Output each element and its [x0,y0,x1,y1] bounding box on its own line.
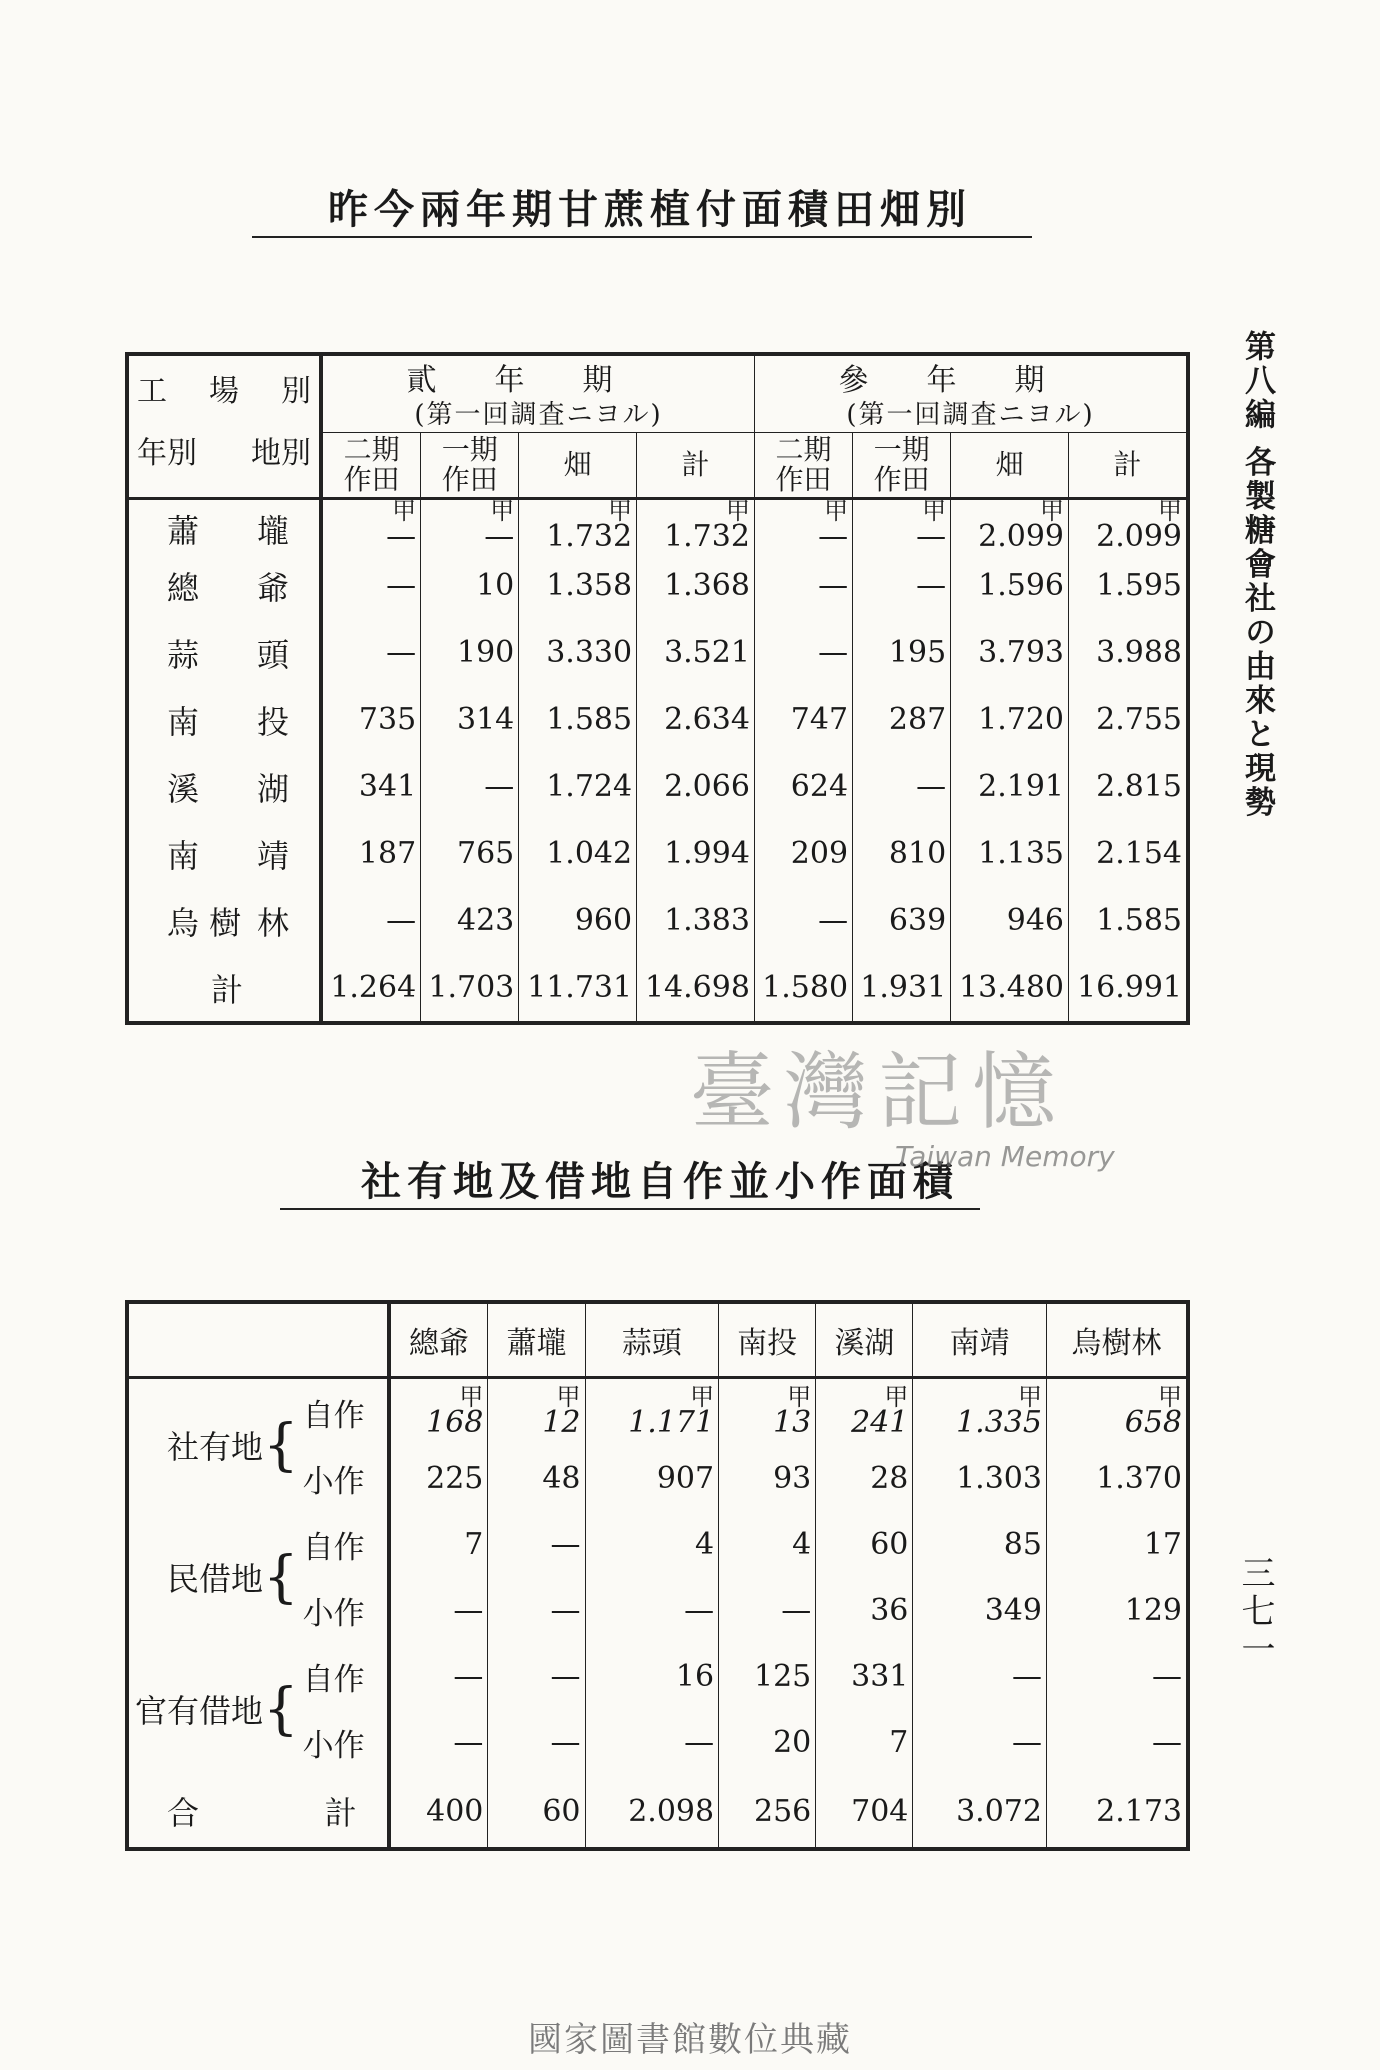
t1-cell: — [321,552,421,619]
t2-total-cell: 2.098 [585,1775,719,1849]
t2-row-kind: 自作 [299,1511,389,1577]
t2-cell: — [389,1709,488,1775]
t2-cell: 4 [719,1511,816,1577]
t1-cell: 甲 — [421,499,519,553]
t1-total-cell: 11.731 [519,954,637,1023]
footer: 國家圖書館數位典藏 [528,2020,852,2060]
t2-row-kind: 小作 [299,1709,389,1775]
t1-cell: 1.585 [519,686,637,753]
corner-land: 地別 [251,436,311,471]
t1-row [127,552,1188,619]
t1-cell: 3.793 [951,619,1069,686]
t1-row [127,686,1188,753]
t1-cell: 209 [754,820,852,887]
t1-cell: 1.358 [519,552,637,619]
t1-row [127,499,1188,553]
row-label-left: 烏 樹 [167,903,242,942]
t1-row [127,619,1188,686]
t2-cell: 60 [816,1511,913,1577]
t2-total-cell: 256 [719,1775,816,1849]
t2-cell: 7 [816,1709,913,1775]
t1-cell: — [853,552,951,619]
t2-row-kind: 自作 [299,1643,389,1709]
t1-cell: — [321,887,421,954]
t1-cell: — [754,887,852,954]
t1-row-label [127,753,321,820]
t2-column-header: 溪湖 [816,1302,913,1378]
t2-cell: 225 [389,1445,488,1511]
t2-cell: — [488,1511,585,1577]
t2-cell: — [488,1709,585,1775]
t2-cell: — [585,1709,719,1775]
t2-cell: 甲 168 [389,1378,488,1446]
unit-label: 甲 [824,497,849,525]
t1-row-label [127,686,321,753]
t2-cell: 4 [585,1511,719,1577]
unit-label: 甲 [1158,1383,1182,1411]
brace-icon: { [263,1544,299,1610]
t1-cell: 960 [519,887,637,954]
t2-cell: 16 [585,1643,719,1709]
row-label-left: 南 [167,836,200,875]
t2-cell: — [913,1643,1047,1709]
t1-subcolumn-header: 畑 [519,433,637,499]
unit-label: 甲 [1040,497,1065,525]
watermark-sub: Taiwan Memory [895,1140,1115,1173]
t1-cell: 810 [853,820,951,887]
t2-row-kind: 小作 [299,1445,389,1511]
t1-subcolumn-header: 一期 作田 [421,433,519,499]
t2-row [127,1378,1188,1446]
t1-cell: 甲 — [853,499,951,553]
t1-cell: 1.042 [519,820,637,887]
t2-total-cell: 2.173 [1096,1793,1182,1829]
t2-column-header: 蕭壠 [488,1302,585,1378]
row-label-right: 投 [256,702,289,741]
t1-cell: 190 [421,619,519,686]
t1-subcolumn-header: 計 [637,433,755,499]
table1-title: 昨今兩年期甘蔗植付面積田畑別 [328,186,972,233]
t1-cell: 3.521 [637,619,755,686]
t1-cell: 1.720 [951,686,1069,753]
t1-cell: — [754,619,852,686]
t1-cell: — [754,552,852,619]
t2-total-cell: 400 [389,1775,488,1849]
t2-cell: 36 [816,1577,913,1643]
t1-cell: 2.755 [1096,702,1182,737]
t1-row [127,887,1188,954]
t2-cell: 907 [585,1445,719,1511]
t1-cell: 3.330 [519,619,637,686]
t1-subcolumn-header: 畑 [951,433,1069,499]
corner-factory: 工 [137,374,167,409]
t1-total-cell: 16.991 [1077,970,1182,1005]
row-label-right: 爺 [256,568,289,607]
t1-cell: 314 [421,686,519,753]
t2-cell: — [488,1643,585,1709]
t1-cell: 甲 1.732 [519,499,637,553]
t1-row-label [127,619,321,686]
t1-total-cell: 1.931 [853,954,951,1023]
t1-total-cell: 13.480 [951,954,1069,1023]
t1-row-label [127,887,321,954]
unit-label: 甲 [922,497,947,525]
t1-cell: 1.383 [637,887,755,954]
t2-cell: 1.303 [913,1445,1047,1511]
t1-cell: — [853,753,951,820]
unit-label: 甲 [490,497,515,525]
t1-group-row [127,354,1188,433]
t1-cell: 624 [754,753,852,820]
t1-row-label [127,552,321,619]
t1-group-header [754,354,1188,433]
t2-cell: 20 [719,1709,816,1775]
t1-row-label [127,499,321,553]
t1-cell: 639 [853,887,951,954]
t1-cell: 甲 1.732 [637,499,755,553]
t2-column-header: 南靖 [913,1302,1047,1378]
t1-cell: 3.988 [1096,635,1182,670]
t1-cell: 341 [321,753,421,820]
t1-total-cell: 14.698 [637,954,755,1023]
t2-cell: — [1152,1724,1182,1760]
unit-label: 甲 [690,1383,715,1411]
t1-subcolumn-header: 二期 作田 [321,433,421,499]
t2-row [127,1511,1188,1577]
t2-column-header: 總爺 [389,1302,488,1378]
t2-cell: 17 [1143,1526,1182,1562]
t1-cell: 2.634 [637,686,755,753]
table1-title-underline [252,236,1032,238]
t2-cell: 7 [389,1511,488,1577]
t2-total-cell: 60 [488,1775,585,1849]
unit-label: 甲 [392,497,417,525]
corner-by: 別 [281,374,311,409]
t2-cell: — [488,1577,585,1643]
brace-icon: { [263,1412,299,1478]
unit-label: 甲 [556,1383,581,1411]
total-right: 計 [324,1794,357,1832]
t1-group-header [321,354,754,433]
group-subtitle: (第一回調査ニヨル) [414,400,663,430]
t1-row [127,820,1188,887]
t2-corner [127,1302,389,1378]
t2-cell: — [389,1643,488,1709]
t1-total-cell: 1.264 [321,954,421,1023]
t1-cell: 1.724 [519,753,637,820]
total-left: 合 [167,1794,200,1832]
t2-cell: — [719,1577,816,1643]
t2-column-header: 烏樹林 [1046,1302,1188,1378]
t2-cell: 甲 658 [1046,1378,1188,1446]
t2-column-header: 南投 [719,1302,816,1378]
unit-label: 甲 [725,497,750,525]
t1-cell: 2.815 [1096,769,1182,804]
t1-cell: 747 [754,686,852,753]
unit-label: 甲 [1017,1383,1042,1411]
unit-label: 甲 [459,1383,484,1411]
watermark-main: 臺灣記憶 [690,1043,1067,1141]
t1-cell: 1.595 [1096,568,1182,603]
t2-total-cell: 3.072 [913,1775,1047,1849]
t2-cell: 甲 1.171 [585,1378,719,1446]
row-label-right: 壠 [256,512,289,550]
t2-cell: 48 [488,1445,585,1511]
row-label-left: 蒜 [167,635,200,674]
t1-cell: 287 [853,686,951,753]
unit-label: 甲 [608,497,633,525]
t2-column-header: 蒜頭 [585,1302,719,1378]
group-title: 貳年期 [406,363,671,398]
corner-year: 年別 [137,436,197,471]
t1-row-label [127,820,321,887]
table2 [125,1300,1190,1851]
t1-cell: — [321,619,421,686]
t2-group-label: 官有借地 [134,1692,263,1730]
t1-cell: 1.368 [637,552,755,619]
t1-total-row [127,954,1188,1023]
group-subtitle: (第一回調査ニヨル) [846,400,1095,430]
t1-cell: 195 [853,619,951,686]
t1-cell: 10 [421,552,519,619]
t2-cell: — [389,1577,488,1643]
t1-cell: 甲 — [754,499,852,553]
t2-total-cell: 704 [816,1775,913,1849]
t2-total-label [127,1775,389,1849]
t2-cell: 85 [913,1511,1047,1577]
t1-cell: 187 [321,820,421,887]
t1-cell: 1.135 [951,820,1069,887]
t1-subcolumn-header: 計 [1069,433,1188,499]
table1 [125,352,1190,1025]
page-number: 三七一 [1235,1555,1275,1669]
t1-cell: 2.066 [637,753,755,820]
t2-total-row [127,1775,1188,1849]
corner-place: 場 [209,374,239,409]
t1-cell: 735 [321,686,421,753]
side-header: 第八編 各製糖會社の由來と現勢 [1239,330,1275,820]
table2-title-underline [280,1208,980,1210]
t2-cell: 331 [816,1643,913,1709]
t2-header-row [127,1302,1188,1378]
t1-total-cell: 1.580 [754,954,852,1023]
t2-group-label: 社有地 [166,1428,263,1466]
t1-cell: 甲 2.099 [1069,499,1188,553]
row-label-right: 林 [256,903,289,942]
t2-cell: 甲 241 [816,1378,913,1446]
row-label-right: 靖 [256,836,289,875]
corner-bottom [129,410,319,472]
t1-total-label: 計 [127,954,321,1023]
t2-cell: 甲 1.335 [913,1378,1047,1446]
table2-title: 社有地及借地自作並小作面積 [361,1158,959,1205]
row-label-left: 總 [167,568,200,607]
t1-cell: — [421,753,519,820]
t2-row-kind: 小作 [299,1577,389,1643]
t2-cell: 93 [719,1445,816,1511]
corner-top [129,356,319,410]
t2-row [127,1643,1188,1709]
unit-label: 甲 [884,1383,909,1411]
t1-total-cell: 1.703 [421,954,519,1023]
row-label-left: 蕭 [167,512,200,550]
t2-cell: 甲 13 [719,1378,816,1446]
t2-cell: — [1152,1658,1182,1694]
t2-cell: 28 [816,1445,913,1511]
group-title: 參年期 [838,363,1103,398]
watermark [690,1025,1130,1175]
row-label-right: 湖 [256,769,289,808]
unit-label: 甲 [787,1383,812,1411]
t2-cell: — [585,1577,719,1643]
row-label-left: 南 [167,702,200,741]
t2-cell: 甲 12 [488,1378,585,1446]
t1-cell: 423 [421,887,519,954]
t1-cell: 甲 — [321,499,421,553]
row-label-left: 溪 [167,769,200,808]
t1-corner [127,354,321,499]
t2-cell: 125 [719,1643,816,1709]
t1-subcolumn-header: 一期 作田 [853,433,951,499]
t1-cell: 2.154 [1096,836,1182,871]
row-label-right: 頭 [256,635,289,674]
t1-subcolumn-header: 二期 作田 [754,433,852,499]
t1-cell: 甲 2.099 [951,499,1069,553]
t1-row [127,753,1188,820]
t2-cell: 349 [913,1577,1047,1643]
t2-cell: 129 [1124,1592,1182,1628]
t2-cell: 1.370 [1096,1460,1182,1496]
unit-label: 甲 [1158,497,1182,525]
t2-group-label: 民借地 [166,1560,263,1598]
t1-cell: 946 [951,887,1069,954]
t1-cell: 1.596 [951,552,1069,619]
brace-icon: { [263,1676,299,1742]
t2-row-kind: 自作 [299,1378,389,1446]
t1-cell: 765 [421,820,519,887]
t1-cell: 1.994 [637,820,755,887]
t1-cell: 2.191 [951,753,1069,820]
t1-cell: 1.585 [1096,903,1182,938]
t2-cell: — [913,1709,1047,1775]
